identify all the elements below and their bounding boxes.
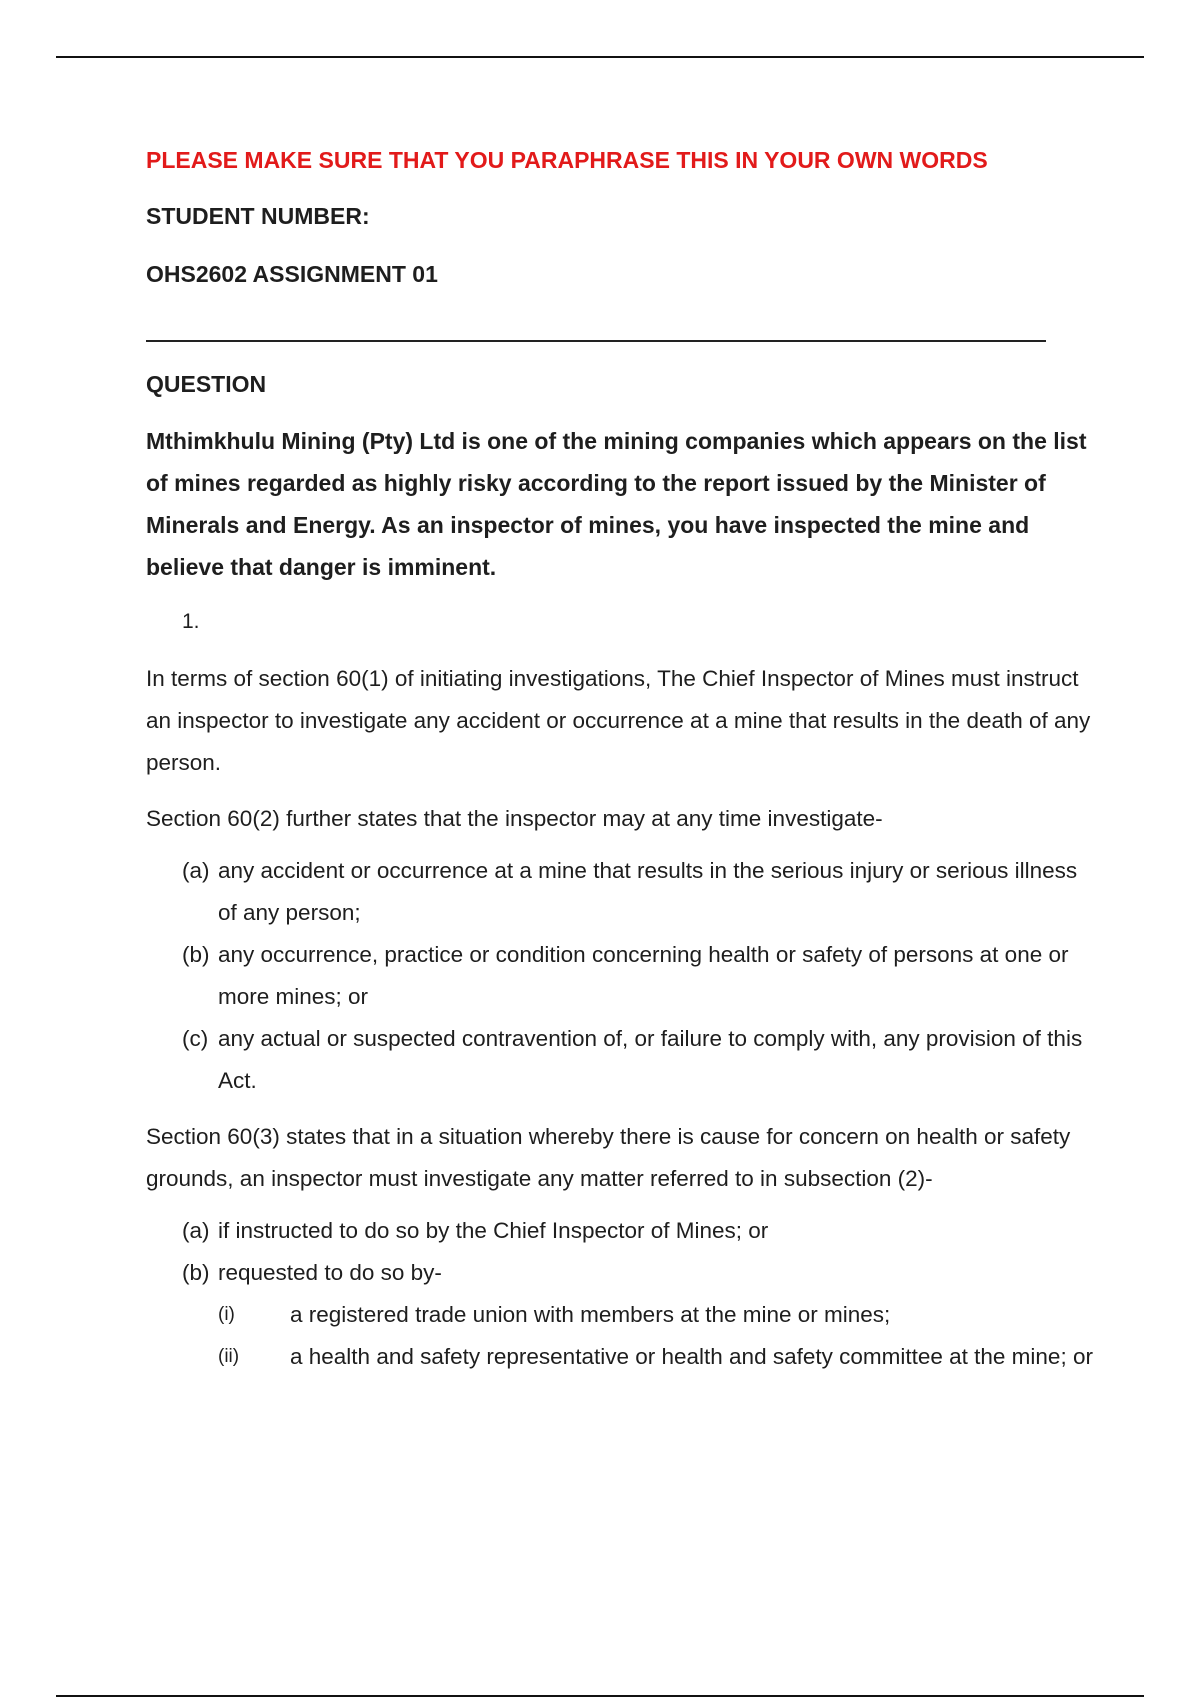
section-60-3-b-sublist (146, 1294, 1096, 1378)
separator-line (146, 340, 1046, 342)
list-text: any occurrence, practice or condition concerning health or safety of persons at one or more mines; or (218, 942, 1069, 1009)
list-item (182, 850, 1096, 934)
list-item (182, 1210, 1096, 1252)
question-label: QUESTION (146, 371, 267, 397)
question-text: Mthimkhulu Mining (Pty) Ltd is one of the mining companies which appears on the list of mines regarded as highly risky according to the report issued by the Minister of Minerals and Energy. As an inspector of mines, you have inspected the mine and believe that danger is imminent. (146, 428, 1087, 580)
list-text: a registered trade union with members at the mine or mines; (290, 1302, 891, 1327)
section-60-2-list (146, 850, 1096, 1102)
list-marker: (a) (182, 1218, 210, 1243)
page-bottom-rule (56, 1695, 1144, 1697)
list-marker: (i) (218, 1304, 235, 1325)
paraphrase-warning: PLEASE MAKE SURE THAT YOU PARAPHRASE THIS IN YOUR OWN WORDS (146, 147, 988, 173)
student-number-label: STUDENT NUMBER: (146, 203, 370, 229)
list-item (182, 934, 1096, 1018)
list-text: any actual or suspected contravention of, or failure to comply with, any provision of this Act. (218, 1026, 1083, 1093)
section-60-3-list (146, 1210, 1096, 1294)
list-text: any accident or occurrence at a mine that results in the serious injury or serious illness of any person; (218, 858, 1078, 925)
list-text: a health and safety representative or health and safety committee at the mine; or (290, 1344, 1093, 1369)
document-body (146, 140, 1096, 1378)
paragraph-section-60-1: In terms of section 60(1) of initiating investigations, The Chief Inspector of Mines must instruct an inspector to investigate any accident or occurrence at a mine that results in the death of any person. (146, 666, 1091, 775)
paragraph-section-60-2: Section 60(2) further states that the inspector may at any time investigate- (146, 806, 883, 831)
list-text: if instructed to do so by the Chief Inspector of Mines; or (218, 1218, 769, 1243)
list-marker: (ii) (218, 1346, 240, 1367)
list-item (182, 1252, 1096, 1294)
paragraph-section-60-3: Section 60(3) states that in a situation whereby there is cause for concern on health or safety grounds, an inspector must investigate any matter referred to in subsection (2)- (146, 1124, 1071, 1191)
list-marker: (b) (182, 1260, 210, 1285)
list-item (218, 1336, 1096, 1378)
page-top-rule (56, 56, 1144, 58)
list-text: requested to do so by- (218, 1260, 442, 1285)
item-number: 1. (182, 610, 200, 633)
list-item (218, 1294, 1096, 1336)
assignment-title: OHS2602 ASSIGNMENT 01 (146, 261, 438, 287)
list-marker: (b) (182, 942, 210, 967)
list-marker: (c) (182, 1026, 209, 1051)
list-item (182, 1018, 1096, 1102)
list-marker: (a) (182, 858, 210, 883)
